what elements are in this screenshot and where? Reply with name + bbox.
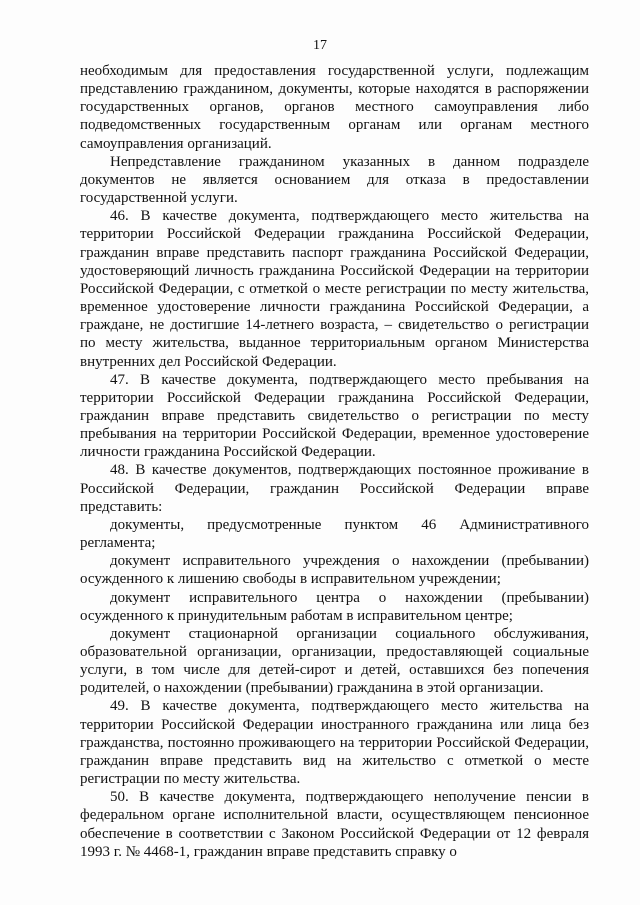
paragraph-46: 46. В качестве документа, подтверждающего место жительства на территории Российской Федерации гражданина Российской Федерации, гражданин вправе представить паспорт гражданина Российской Федерации, удостоверяющий личность гражданина Российской Федерации на территории Российской Федерации, с отметкой о месте регистрации по месту жительства, временное удостоверение личности гражданина Российской Федерации, а граждане, не достигшие 14-летнего возраста, – свидетельство о регистрации по месту жительства, выданное территориальным органом Министерства внутренних дел Российской Федерации. (80, 208, 589, 370)
paragraph-48-item-4: документ стационарной организации социального обслуживания, образовательной организации, организации, предоставляющей социальные услуги, в том числе для детей-сирот и детей, оставшихся без попечения родителей, о нахождении (пребывании) гражданина в этой организации. (80, 625, 589, 697)
paragraph-continuation: необходимым для предоставления государственной услуги, подлежащим представлению гражданином, документы, которые находятся в распоряжении государственных органов, органов местного самоуправления либо подведомственных государственным органам или органам местного самоуправления организаций. (80, 63, 589, 152)
paragraph-50: 50. В качестве документа, подтверждающего неполучение пенсии в федеральном органе исполнительной власти, осуществляющем пенсионное обеспечение в соответствии с Законом Российской Федерации от 12 февраля 1993 г. № 4468-1, гражданин вправе представить справку о (80, 789, 589, 860)
paragraph-49: 49. В качестве документа, подтверждающего место жительства на территории Российской Федерации иностранного гражданина или лица без гражданства, постоянно проживающего на территории Российской Федерации, гражданин вправе представить вид на жительство с отметкой о месте регистрации по месту жительства. (80, 698, 589, 788)
paragraph-48-item-1: документы, предусмотренные пунктом 46 Административного регламента; (80, 516, 589, 552)
paragraph-48-item-2: документ исправительного учреждения о нахождении (пребывании) осужденного к лишению свободы в исправительном учреждении; (80, 553, 589, 588)
paragraph-48: 48. В качестве документов, подтверждающих постоянное проживание в Российской Федерации, гражданин Российской Федерации вправе представить: (80, 462, 589, 515)
page-number: 17 (313, 38, 327, 53)
paragraph-non-submission: Непредставление гражданином указанных в данном подразделе документов не является основанием для отказа в предоставлении государственной услуги. (80, 153, 589, 207)
paragraph-47: 47. В качестве документа, подтверждающего место пребывания на территории Российской Федерации гражданина Российской Федерации, гражданин вправе представить свидетельство о регистрации по месту пребывания на территории Российской Федерации, временное удостоверение личности гражданина Российской Федерации. (80, 371, 589, 461)
document-body (80, 62, 589, 861)
paragraph-48-item-3: документ исправительного центра о нахождении (пребывании) осужденного к принудительным работам в исправительном центре; (80, 589, 589, 624)
